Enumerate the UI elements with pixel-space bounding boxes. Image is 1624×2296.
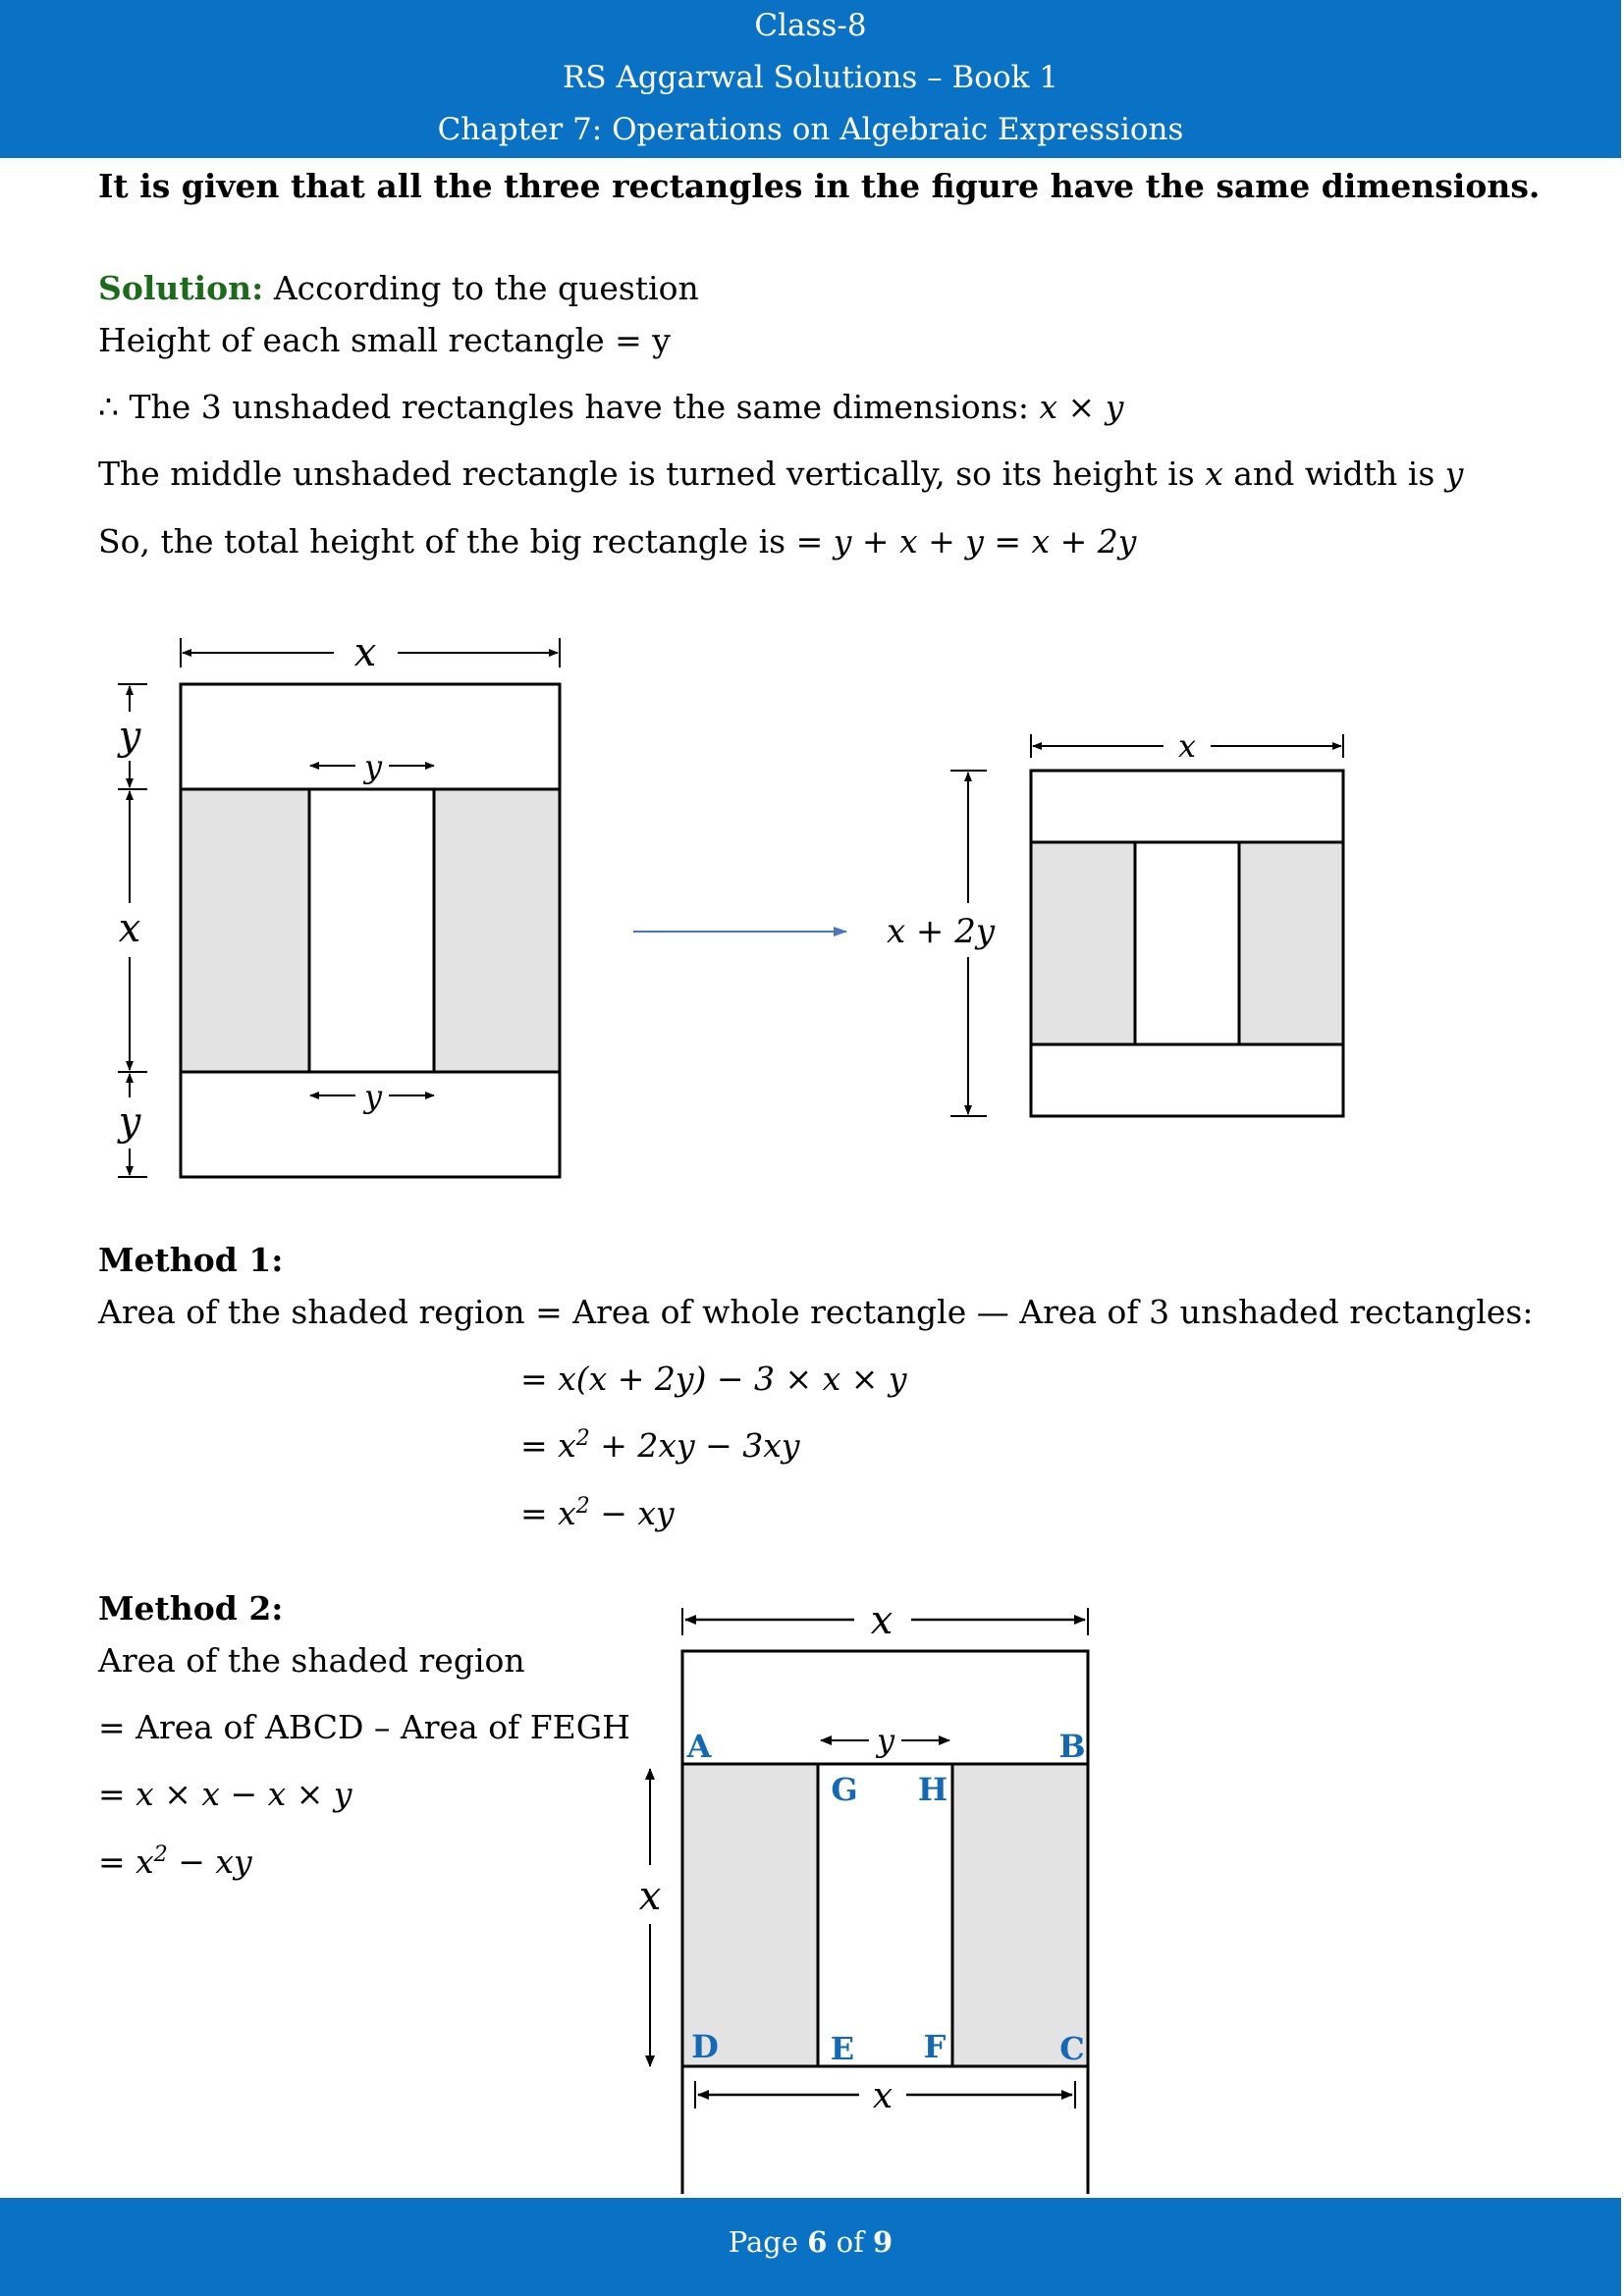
left-y-bottom-label: y	[118, 1099, 141, 1145]
point-g-label: G	[831, 1771, 858, 1808]
solution-line-4-text: So, the total height of the big rectangle is =	[98, 522, 834, 561]
page-header	[0, 0, 1621, 158]
right-x-label: x	[1177, 727, 1197, 765]
inner-y-bottom-label: y	[363, 1078, 383, 1115]
figure-rectangles-transform	[98, 618, 1375, 1188]
method2-line4-b: − xy	[167, 1842, 252, 1881]
solution-line-3-text-b: and width is	[1222, 454, 1445, 493]
fig2-bottom-x-label: x	[872, 2076, 893, 2116]
point-e-label: E	[830, 2030, 855, 2067]
unshaded-fegh	[818, 1764, 952, 2066]
header-book: RS Aggarwal Solutions – Book 1	[563, 60, 1058, 95]
solution-line-2-math: x × y	[1039, 388, 1124, 426]
method1-step2	[520, 1426, 800, 1465]
left-figure	[117, 630, 560, 1177]
method2-line4	[98, 1842, 252, 1881]
shaded-right	[434, 789, 560, 1072]
footer-prefix: Page	[728, 2225, 808, 2259]
top-x-label: x	[353, 630, 377, 675]
header-class: Class-8	[754, 8, 867, 43]
method1-title: Method 1:	[98, 1241, 284, 1279]
method1-step2-sup: 2	[575, 1426, 590, 1451]
solution-intro-text: According to the question	[273, 269, 699, 307]
fig2-left-x-label: x	[638, 1874, 662, 1919]
method1-step1: = x(x + 2y) − 3 × x × y	[520, 1360, 907, 1398]
shaded-left	[181, 789, 309, 1072]
method2-title: Method 2:	[98, 1589, 284, 1628]
point-h-label: H	[917, 1771, 948, 1808]
method1-step2-b: + 2xy − 3xy	[589, 1426, 800, 1465]
solution-line-3-x: x	[1205, 454, 1223, 493]
solution-line-4-math: y + x + y = x + 2y	[833, 522, 1137, 561]
solution-line-3-text-a: The middle unshaded rectangle is turned vertically, so its height is	[98, 454, 1206, 493]
footer-page-total: 9	[873, 2225, 893, 2259]
inner-y-top-label: y	[363, 748, 383, 785]
figure-abcd	[628, 1590, 1119, 2194]
method2-line4-sup: 2	[153, 1842, 168, 1867]
method1-step3-sup: 2	[575, 1494, 590, 1519]
header-chapter: Chapter 7: Operations on Algebraic Expressions	[437, 112, 1184, 147]
method1-step3-a: = x	[520, 1494, 576, 1532]
method1-step3	[520, 1494, 675, 1532]
shaded-fbc	[952, 1764, 1088, 2066]
solution-line-1: Height of each small rectangle = y	[98, 321, 671, 359]
method1-step2-a: = x	[520, 1426, 576, 1465]
point-f-label: F	[923, 2028, 947, 2065]
method1-statement: Area of the shaded region = Area of whole rectangle — Area of 3 unshaded rectangles:	[98, 1293, 1534, 1331]
point-c-label: C	[1059, 2030, 1085, 2067]
method2-line3: = x × x − x × y	[98, 1775, 352, 1813]
method2-line4-a: = x	[98, 1842, 154, 1881]
footer-middle: of	[827, 2225, 874, 2259]
point-b-label: B	[1058, 1728, 1086, 1765]
shaded-aed	[682, 1764, 818, 2066]
point-a-label: A	[686, 1728, 712, 1765]
solution-line-2-text: ∴ The 3 unshaded rectangles have the same dimensions:	[98, 388, 1040, 426]
method1-step3-b: − xy	[589, 1494, 675, 1532]
footer-page-number: 6	[807, 2225, 828, 2259]
point-d-label: D	[691, 2028, 719, 2065]
right-height-label: x + 2y	[886, 912, 996, 951]
solution-line-3	[98, 454, 1463, 493]
method2-line2: = Area of ABCD – Area of FEGH	[98, 1708, 630, 1746]
left-y-top-label: y	[118, 714, 141, 759]
method2-line1: Area of the shaded region	[98, 1641, 525, 1680]
fig2-y-label: y	[876, 1722, 895, 1759]
fig2-top-x-label: x	[870, 1598, 893, 1643]
solution-label: Solution:	[98, 269, 264, 307]
solution-line-3-y: y	[1444, 454, 1464, 493]
middle-unshaded	[309, 789, 434, 1072]
left-x-label: x	[118, 906, 141, 951]
solution-line-2	[98, 388, 1123, 426]
solution-intro	[98, 269, 699, 307]
given-statement: It is given that all the three rectangles in the figure have the same dimensions.	[98, 167, 1541, 205]
page-footer	[0, 2198, 1621, 2296]
solution-line-4	[98, 522, 1136, 561]
right-figure	[887, 727, 1343, 1116]
